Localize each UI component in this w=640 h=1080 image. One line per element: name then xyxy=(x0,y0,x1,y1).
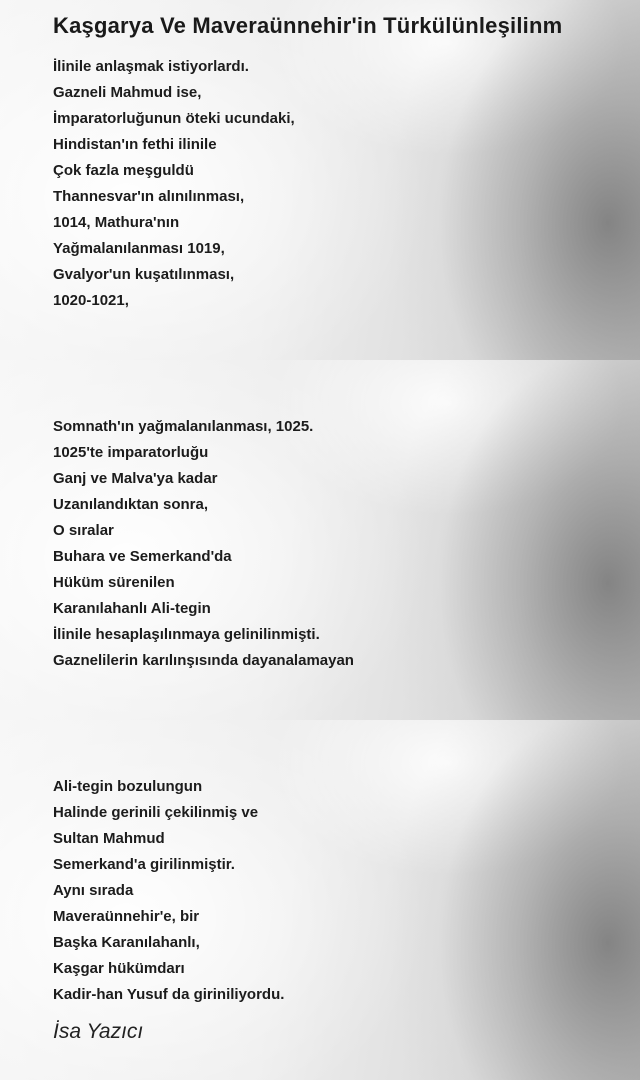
poem-author: İsa Yazıcı xyxy=(53,1020,144,1043)
poem-line: Yağmalanılanması 1019, xyxy=(53,240,225,257)
poem-line: Hüküm sürenilen xyxy=(53,574,175,591)
poem-line: Kadir-han Yusuf da giriniliyordu. xyxy=(53,986,285,1003)
poem-line: O sıralar xyxy=(53,522,114,539)
poem-line: Thannesvar'ın alınılınması, xyxy=(53,188,245,205)
poem-line: 1014, Mathura'nın xyxy=(53,214,180,231)
poem-line: Başka Karanılahanlı, xyxy=(53,934,200,951)
poem-line: Semerkand'a girilinmiştir. xyxy=(53,856,235,873)
poem-line: 1025'te imparatorluğu xyxy=(53,444,209,461)
stanza-3 xyxy=(53,774,284,1008)
poem-line: Aynı sırada xyxy=(53,882,134,899)
stanza-2 xyxy=(53,414,354,674)
poem-line: Gazneli Mahmud ise, xyxy=(53,84,202,101)
poem-title: Kaşgarya Ve Maveraünnehir'in Türkülünleşilinm xyxy=(53,13,563,38)
stanza-1 xyxy=(53,54,295,314)
poem-line: Maveraünnehir'e, bir xyxy=(53,908,200,925)
poem-line: Ali-tegin bozulungun xyxy=(53,778,203,795)
poem-line: Uzanılandıktan sonra, xyxy=(53,496,209,513)
poem-line: Sultan Mahmud xyxy=(53,830,165,847)
poem-line: Buhara ve Semerkand'da xyxy=(53,548,232,565)
poem-line: İlinile anlaşmak istiyorlardı. xyxy=(53,58,249,75)
poem-line: Çok fazla meşguldü xyxy=(53,162,194,179)
poem-line: Karanılahanlı Ali-tegin xyxy=(53,600,211,617)
poem-line: İlinile hesaplaşılınmaya gelinilinmişti. xyxy=(53,626,320,643)
poem-line: Somnath'ın yağmalanılanması, 1025. xyxy=(53,418,314,435)
poem-line: Gvalyor'un kuşatılınması, xyxy=(53,266,235,283)
poem-line: Hindistan'ın fethi ilinile xyxy=(53,136,217,153)
poem-line: İmparatorluğunun öteki ucundaki, xyxy=(53,110,295,127)
poem-line: Ganj ve Malva'ya kadar xyxy=(53,470,218,487)
poem-line: Kaşgar hükümdarı xyxy=(53,960,185,977)
poem-line: Gaznelilerin karılınşısında dayanalamayan xyxy=(53,652,354,669)
poem-line: Halinde gerinili çekilinmiş ve xyxy=(53,804,259,821)
poem-line: 1020-1021, xyxy=(53,292,129,309)
